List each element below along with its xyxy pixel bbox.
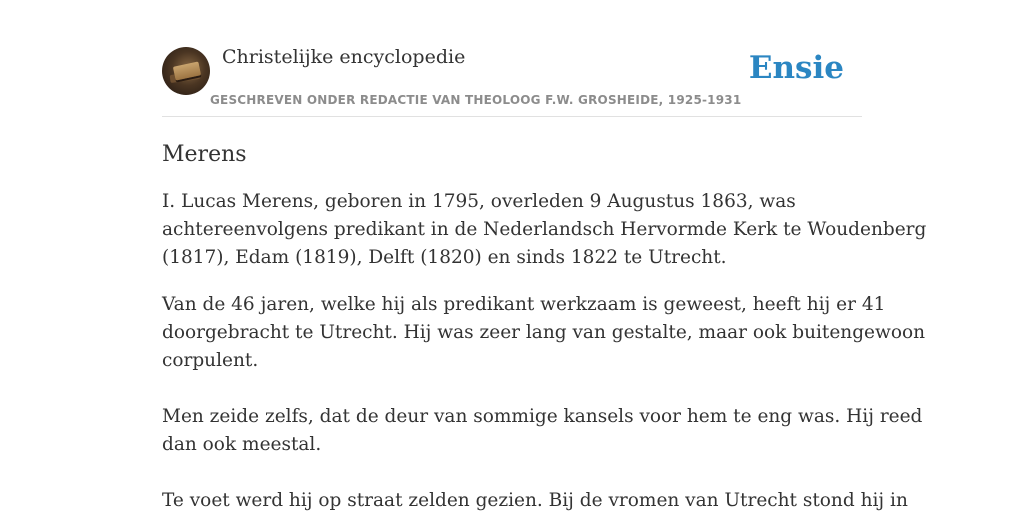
paragraph-line: I. Lucas Merens, geboren in 1795, overleden 9 Augustus 1863, was <box>162 191 796 212</box>
encyclopedia-avatar-icon[interactable] <box>162 47 210 95</box>
paragraph-line: dan ook meestal. <box>162 434 322 455</box>
article-paragraph <box>162 403 923 459</box>
paragraph-line: (1817), Edam (1819), Delft (1820) en sinds 1822 te Utrecht. <box>162 247 727 268</box>
article-paragraph <box>162 188 927 272</box>
site-header <box>162 46 862 117</box>
encyclopedia-subtitle: GESCHREVEN ONDER REDACTIE VAN THEOLOOG F.W. GROSHEIDE, 1925-1931 <box>210 93 742 107</box>
encyclopedia-title[interactable]: Christelijke encyclopedie <box>222 46 466 68</box>
paragraph-line: Men zeide zelfs, dat de deur van sommige kansels voor hem te eng was. Hij reed <box>162 406 923 427</box>
ensie-logo-link[interactable]: Ensie <box>748 50 844 86</box>
paragraph-line: achtereenvolgens predikant in de Nederlandsch Hervormde Kerk te Woudenberg <box>162 219 927 240</box>
article-paragraph <box>162 487 908 512</box>
article-paragraph <box>162 291 926 375</box>
article-title: Merens <box>162 142 247 167</box>
paragraph-line: Van de 46 jaren, welke hij als predikant werkzaam is geweest, heeft hij er 41 <box>162 294 886 315</box>
article-content <box>162 138 927 512</box>
paragraph-line: Te voet werd hij op straat zelden gezien. Bij de vromen van Utrecht stond hij in <box>162 490 908 511</box>
paragraph-line: corpulent. <box>162 350 259 371</box>
paragraph-line: doorgebracht te Utrecht. Hij was zeer lang van gestalte, maar ook buitengewoon <box>162 322 926 343</box>
